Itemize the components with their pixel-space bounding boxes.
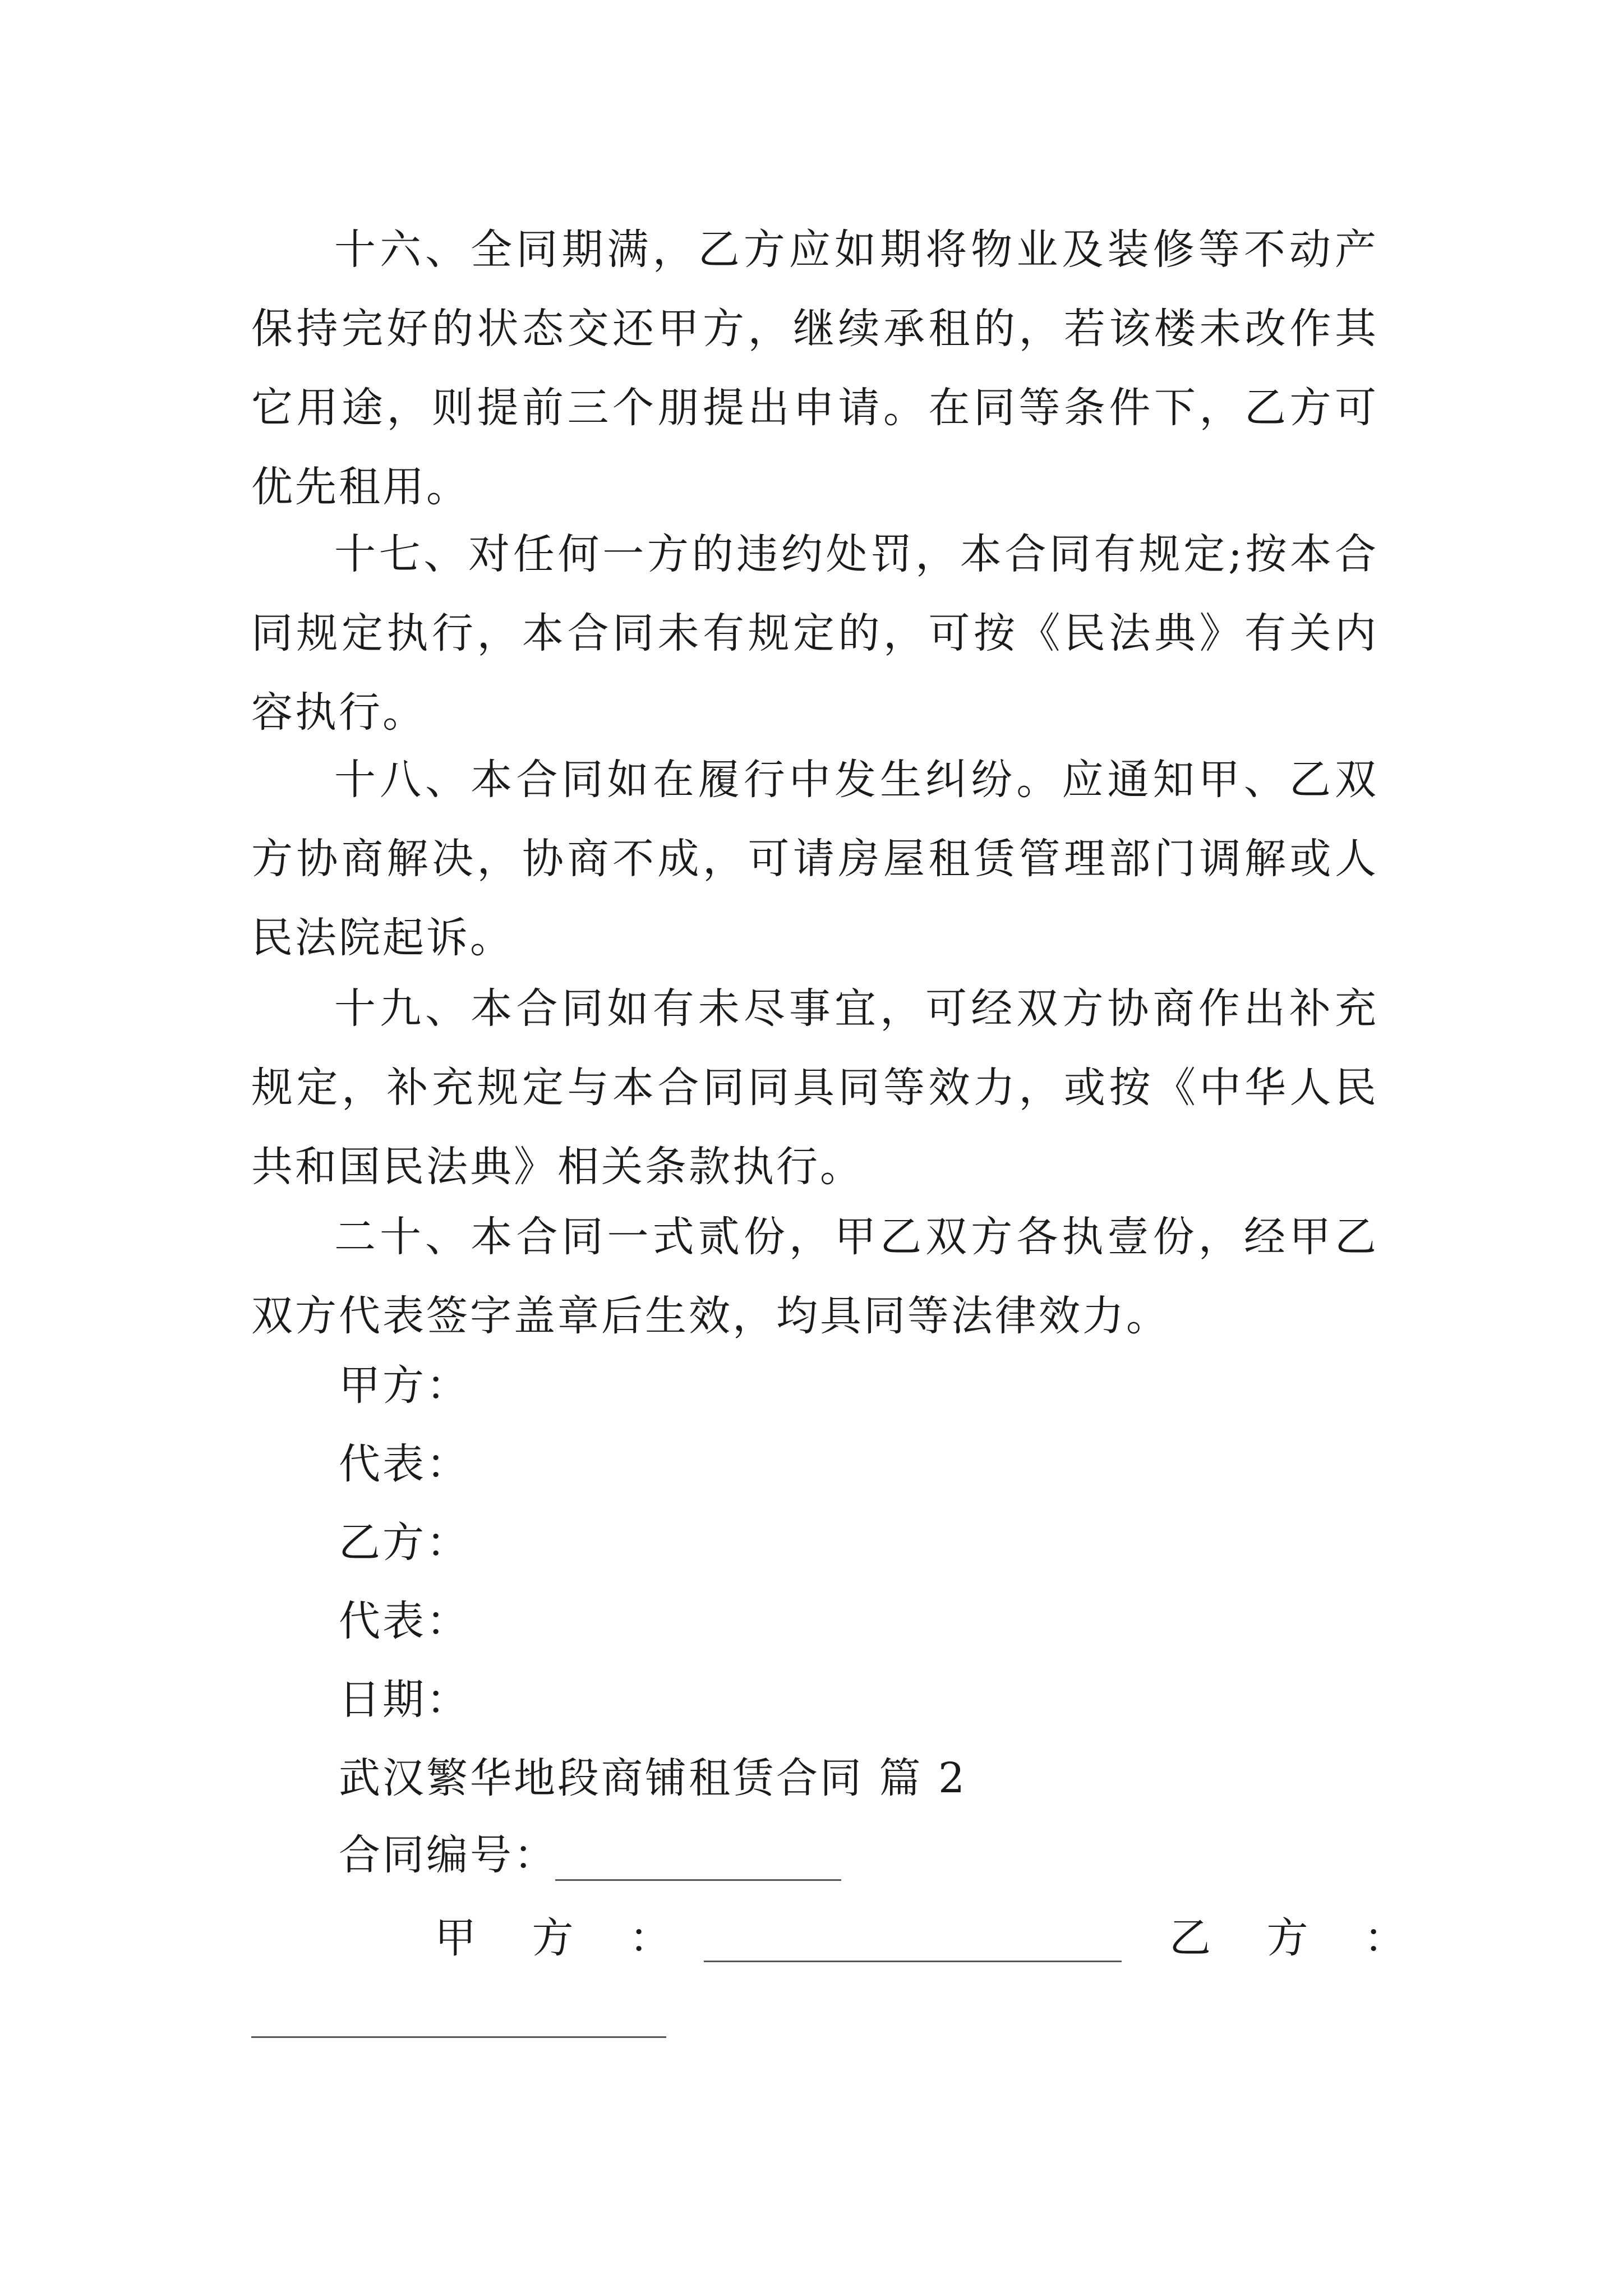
party-a-label: 甲方： (339, 1361, 470, 1410)
second-party-a-label: 甲 方 ： (435, 1914, 693, 1962)
representative-b-label: 代表： (339, 1597, 470, 1645)
clause-17: 十七、对任何一方的违约处罚，本合同有规定;按本合同规定执行，本合同未有规定的，可按《民法典》有关内容执行。 (251, 530, 1378, 737)
second-party-b-blank (251, 2036, 666, 2038)
second-party-a-blank (704, 1961, 1122, 1962)
contract-number-blank (555, 1879, 841, 1881)
second-party-b-label: 乙 方 ： (1169, 1914, 1427, 1962)
clause-20: 二十、本合同一式贰份，甲乙双方各执壹份，经甲乙双方代表签字盖章后生效，均具同等法律效力。 (251, 1213, 1378, 1340)
date-label: 日期： (339, 1676, 470, 1724)
clause-16: 十六、全同期满，乙方应如期将物业及装修等不动产保持完好的状态交还甲方，继续承租的，若该楼未改作其它用途，则提前三个朋提出申请。在同等条件下，乙方可优先租用。 (251, 226, 1378, 511)
second-contract-title: 武汉繁华地段商铺租赁合同 篇 2 (339, 1754, 967, 1802)
clause-19: 十九、本合同如有未尽事宜，可经双方协商作出补充规定，补充规定与本合同同具同等效力，或按《中华人民共和国民法典》相关条款执行。 (251, 984, 1378, 1191)
representative-a-label: 代表： (339, 1440, 470, 1488)
clause-18: 十八、本合同如在履行中发生纠纷。应通知甲、乙双方协商解决，协商不成，可请房屋租赁管理部门调解或人民法院起诉。 (251, 756, 1378, 962)
party-b-label: 乙方： (339, 1519, 470, 1567)
contract-number-label: 合同编号： (339, 1831, 557, 1879)
